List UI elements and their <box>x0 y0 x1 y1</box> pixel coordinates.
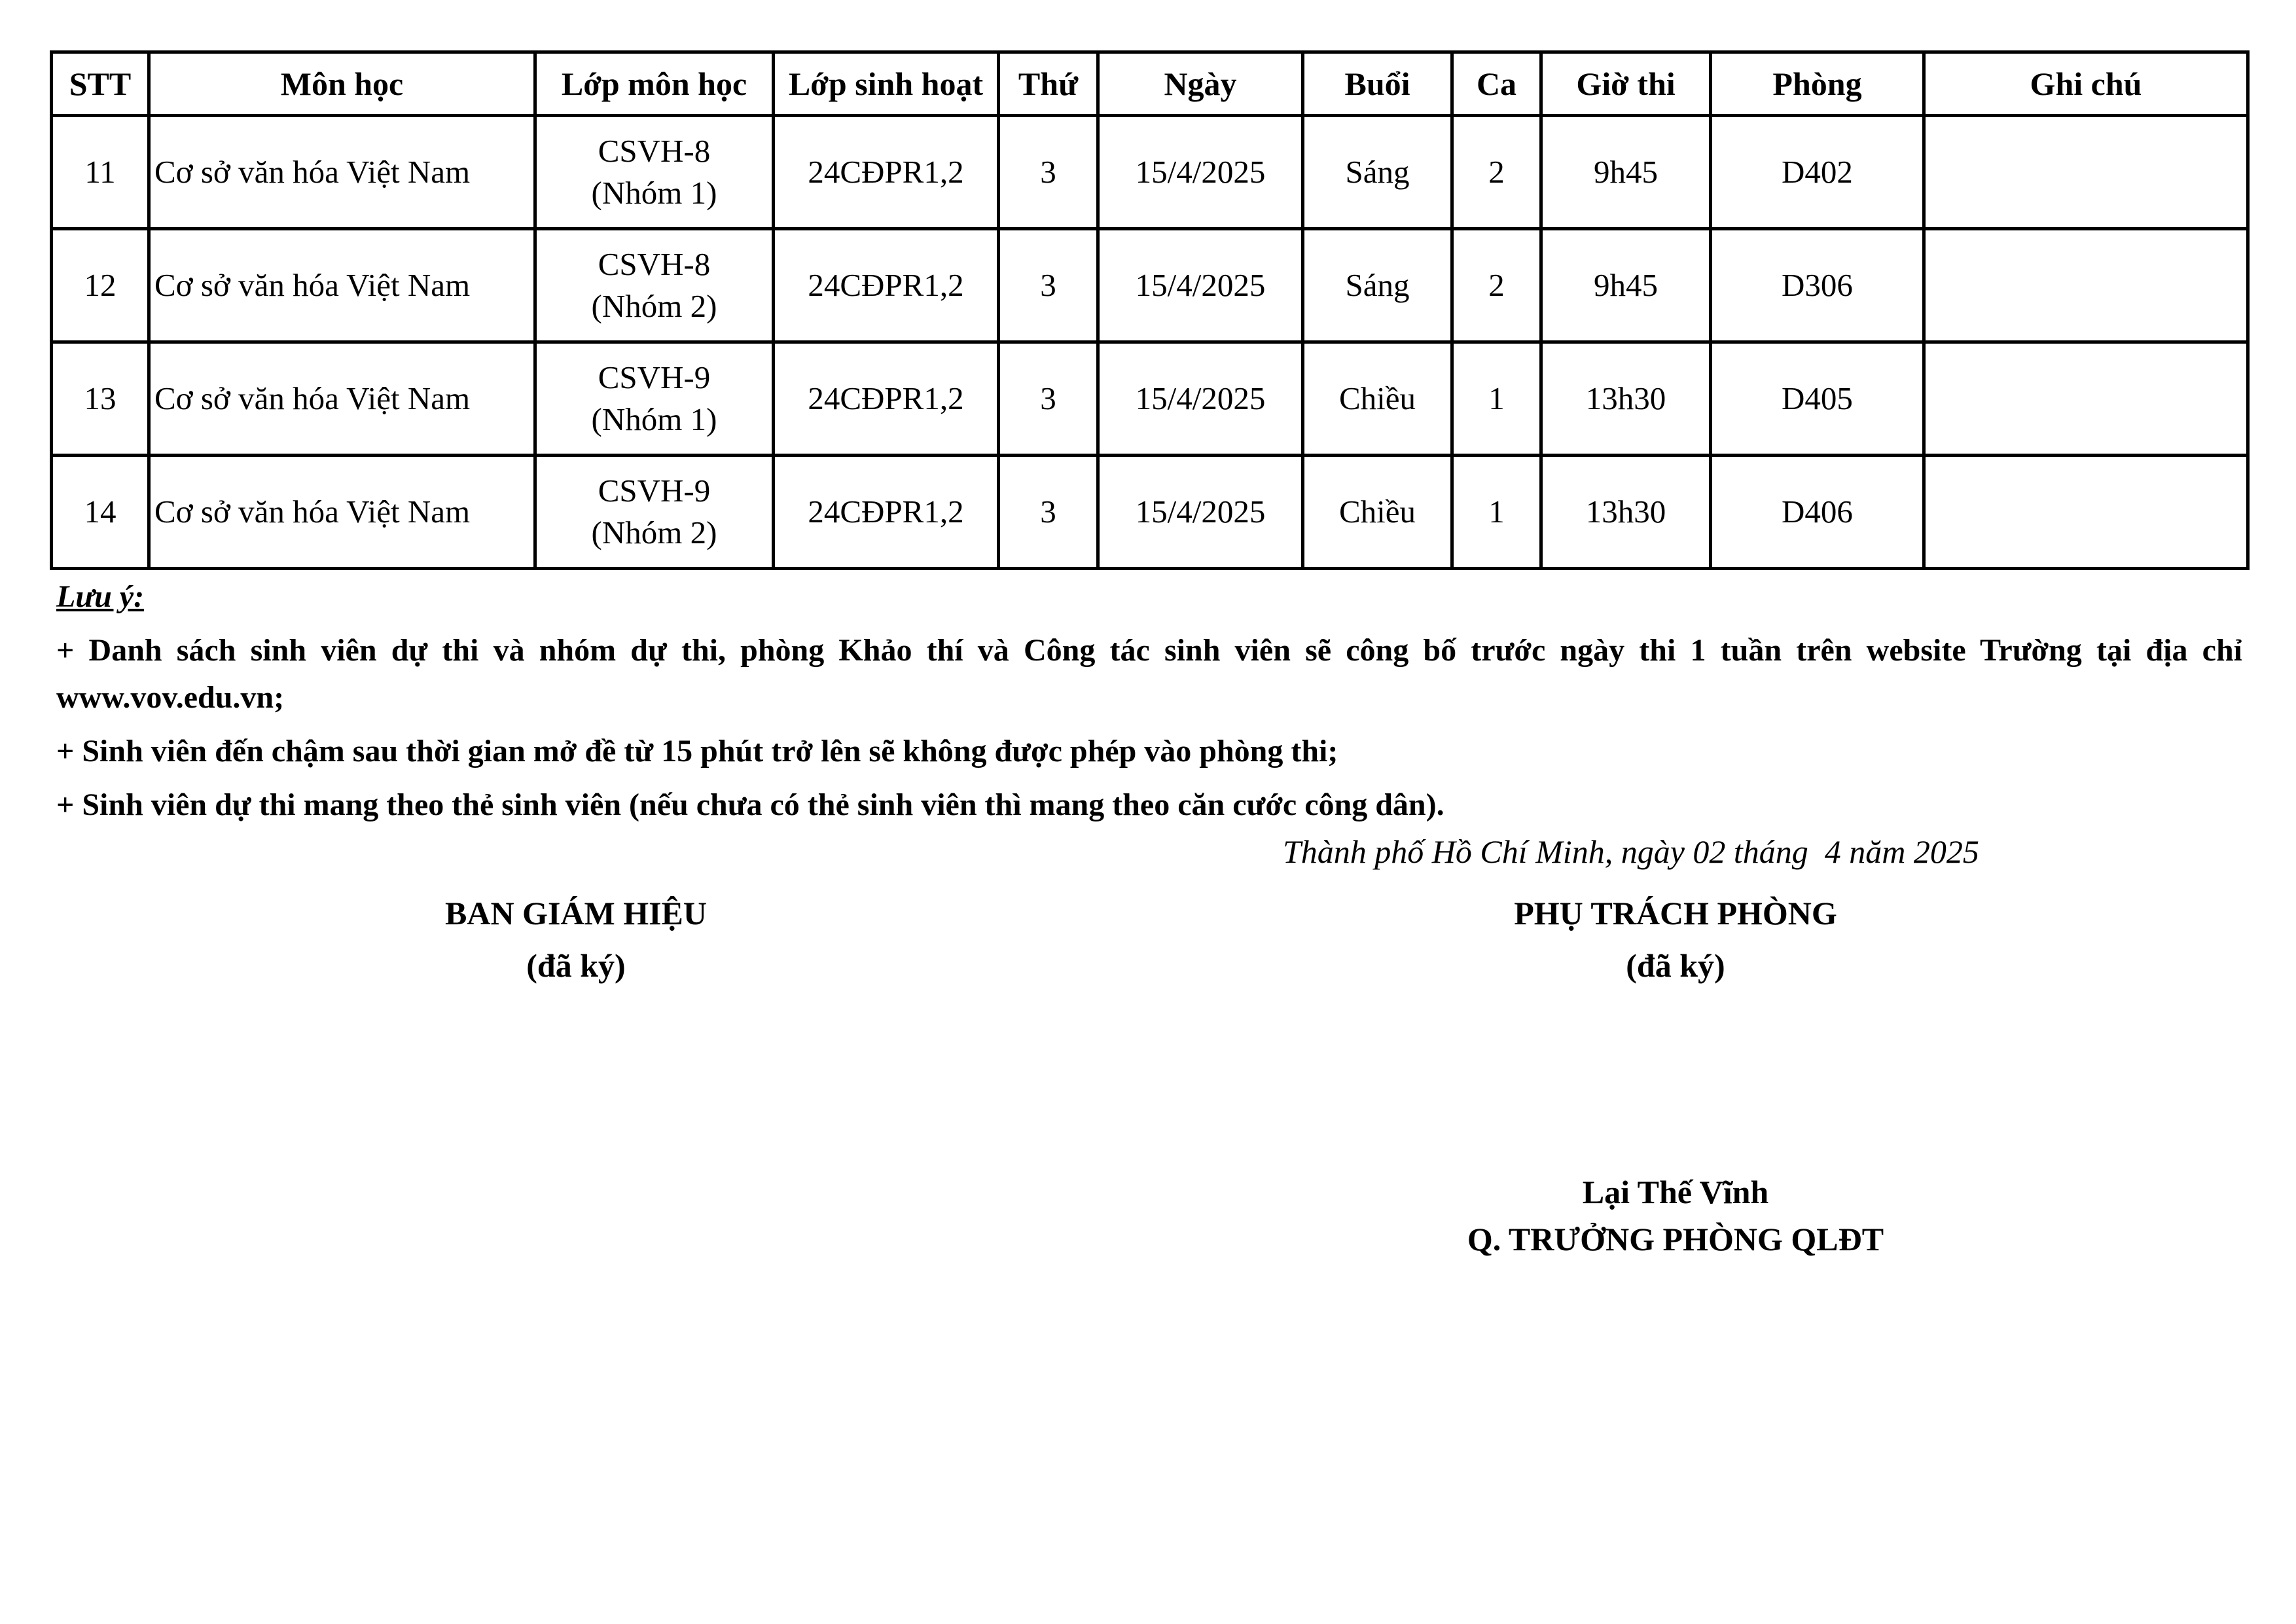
cell-note <box>1924 229 2248 342</box>
header-weekday: Thứ <box>999 52 1098 116</box>
cell-weekday: 3 <box>999 229 1098 342</box>
cell-shift: 2 <box>1452 116 1541 229</box>
header-note: Ghi chú <box>1924 52 2248 116</box>
notes-title: Lưu ý: <box>56 579 145 614</box>
table-row <box>52 229 2248 342</box>
header-time: Giờ thi <box>1541 52 1711 116</box>
cell-time: 13h30 <box>1541 342 1711 456</box>
cell-shift: 2 <box>1452 229 1541 342</box>
signature-block-left <box>314 887 838 992</box>
cell-stt: 14 <box>52 456 149 569</box>
cell-class <box>535 342 774 456</box>
signature-title: PHỤ TRÁCH PHÒNG <box>1514 895 1837 931</box>
note-item: + Sinh viên dự thi mang theo thẻ sinh viên (nếu chưa có thẻ sinh viên thì mang theo căn cước công dân). <box>56 787 1444 822</box>
cell-note <box>1924 116 2248 229</box>
cell-subject: Cơ sở văn hóa Việt Nam <box>149 116 535 229</box>
signature-status: (đã ký) <box>526 947 626 984</box>
header-shift: Ca <box>1452 52 1541 116</box>
cell-weekday: 3 <box>999 116 1098 229</box>
signer-position: Q. TRƯỞNG PHÒNG QLĐT <box>1467 1221 1884 1257</box>
cell-class <box>535 116 774 229</box>
class-code: CSVH-9 <box>598 473 711 509</box>
cell-class <box>535 456 774 569</box>
class-group: (Nhóm 2) <box>591 288 717 324</box>
class-code: CSVH-8 <box>598 133 711 170</box>
notes-section <box>56 576 2242 835</box>
class-group: (Nhóm 2) <box>591 514 717 550</box>
cell-weekday: 3 <box>999 342 1098 456</box>
signature-block-right <box>1414 887 1937 992</box>
cell-session: Chiều <box>1303 456 1452 569</box>
cell-stt: 11 <box>52 116 149 229</box>
table-row <box>52 342 2248 456</box>
table-row <box>52 456 2248 569</box>
cell-homeroom: 24CĐPR1,2 <box>774 116 999 229</box>
cell-subject: Cơ sở văn hóa Việt Nam <box>149 229 535 342</box>
cell-shift: 1 <box>1452 456 1541 569</box>
cell-session: Sáng <box>1303 229 1452 342</box>
header-homeroom: Lớp sinh hoạt <box>774 52 999 116</box>
class-group: (Nhóm 1) <box>591 401 717 437</box>
signer-info <box>1348 1168 2003 1263</box>
cell-homeroom: 24CĐPR1,2 <box>774 229 999 342</box>
table-row <box>52 116 2248 229</box>
table-header-row <box>52 52 2248 116</box>
cell-room: D402 <box>1711 116 1924 229</box>
signer-name: Lại Thế Vĩnh <box>1582 1174 1769 1210</box>
cell-date: 15/4/2025 <box>1098 456 1303 569</box>
cell-stt: 13 <box>52 342 149 456</box>
cell-note <box>1924 342 2248 456</box>
cell-session: Chiều <box>1303 342 1452 456</box>
cell-date: 15/4/2025 <box>1098 116 1303 229</box>
class-code: CSVH-9 <box>598 359 711 396</box>
cell-time: 9h45 <box>1541 229 1711 342</box>
place-date-line: Thành phố Hồ Chí Minh, ngày 02 tháng 4 năm 2025 <box>1283 833 1979 870</box>
cell-room: D406 <box>1711 456 1924 569</box>
cell-room: D306 <box>1711 229 1924 342</box>
note-item: + Sinh viên đến chậm sau thời gian mở đề từ 15 phút trở lên sẽ không được phép vào phòng thi; <box>56 734 1338 768</box>
header-stt: STT <box>52 52 149 116</box>
header-subject: Môn học <box>149 52 535 116</box>
header-session: Buổi <box>1303 52 1452 116</box>
cell-weekday: 3 <box>999 456 1098 569</box>
signature-status: (đã ký) <box>1626 947 1725 984</box>
cell-time: 13h30 <box>1541 456 1711 569</box>
note-item: + Danh sách sinh viên dự thi và nhóm dự thi, phòng Khảo thí và Công tác sinh viên sẽ công bố trước ngày thi 1 tuần trên website Trường tại địa chỉ www.vov.edu.vn; <box>56 633 2242 715</box>
header-room: Phòng <box>1711 52 1924 116</box>
cell-homeroom: 24CĐPR1,2 <box>774 342 999 456</box>
cell-note <box>1924 456 2248 569</box>
cell-stt: 12 <box>52 229 149 342</box>
cell-homeroom: 24CĐPR1,2 <box>774 456 999 569</box>
cell-subject: Cơ sở văn hóa Việt Nam <box>149 342 535 456</box>
class-code: CSVH-8 <box>598 246 711 283</box>
cell-subject: Cơ sở văn hóa Việt Nam <box>149 456 535 569</box>
exam-schedule-table <box>50 50 2250 570</box>
header-class: Lớp môn học <box>535 52 774 116</box>
header-date: Ngày <box>1098 52 1303 116</box>
cell-time: 9h45 <box>1541 116 1711 229</box>
cell-date: 15/4/2025 <box>1098 342 1303 456</box>
cell-class <box>535 229 774 342</box>
cell-session: Sáng <box>1303 116 1452 229</box>
cell-date: 15/4/2025 <box>1098 229 1303 342</box>
cell-shift: 1 <box>1452 342 1541 456</box>
class-group: (Nhóm 1) <box>591 175 717 211</box>
signature-title: BAN GIÁM HIỆU <box>444 895 708 931</box>
cell-room: D405 <box>1711 342 1924 456</box>
